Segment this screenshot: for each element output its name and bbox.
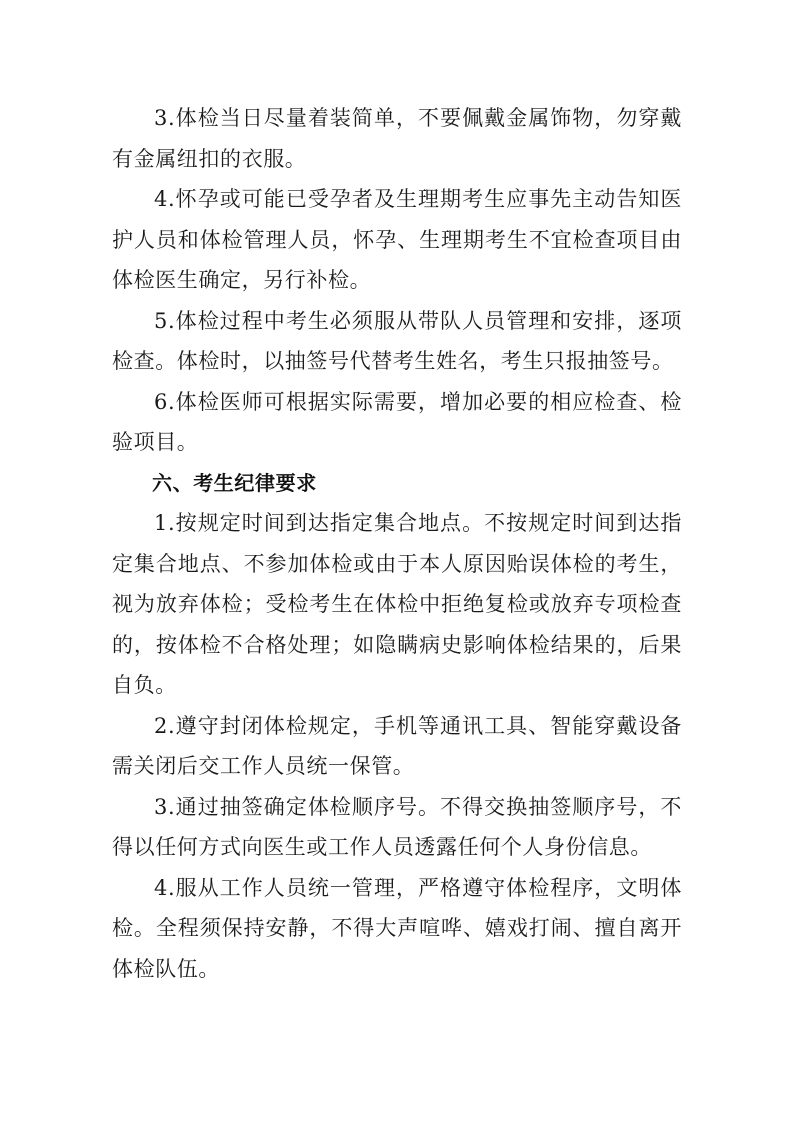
discipline-item-1: 1.按规定时间到达指定集合地点。不按规定时间到达指定集合地点、不参加体检或由于本人原因贻误体检的考生，视为放弃体检；受检考生在体检中拒绝复检或放弃专项检查的，按体检不合格处理；如隐瞒病史影响体检结果的，后果自负。 xyxy=(112,511,682,697)
discipline-item-3: 3.通过抽签确定体检顺序号。不得交换抽签顺序号，不得以任何方式向医生或工作人员透露任何个人身份信息。 xyxy=(112,794,682,859)
discipline-item-4: 4.服从工作人员统一管理，严格遵守体检程序，文明体检。全程须保持安静，不得大声喧哗、嬉戏打闹、擅自离开体检队伍。 xyxy=(112,875,682,981)
paragraph-item-3: 3.体检当日尽量着装简单，不要佩戴金属饰物，勿穿戴有金属纽扣的衣服。 xyxy=(112,106,682,171)
paragraph-item-6: 6.体检医师可根据实际需要，增加必要的相应检查、检验项目。 xyxy=(112,389,682,454)
discipline-item-2: 2.遵守封闭体检规定，手机等通讯工具、智能穿戴设备需关闭后交工作人员统一保管。 xyxy=(112,713,682,778)
section-heading: 六、考生纪律要求 xyxy=(152,470,317,495)
document-body xyxy=(112,98,682,989)
paragraph-item-5: 5.体检过程中考生必须服从带队人员管理和安排，逐项检查。体检时，以抽签号代替考生姓名，考生只报抽签号。 xyxy=(112,308,682,373)
paragraph-item-4: 4.怀孕或可能已受孕者及生理期考生应事先主动告知医护人员和体检管理人员，怀孕、生理期考生不宜检查项目由体检医生确定，另行补检。 xyxy=(112,187,682,292)
